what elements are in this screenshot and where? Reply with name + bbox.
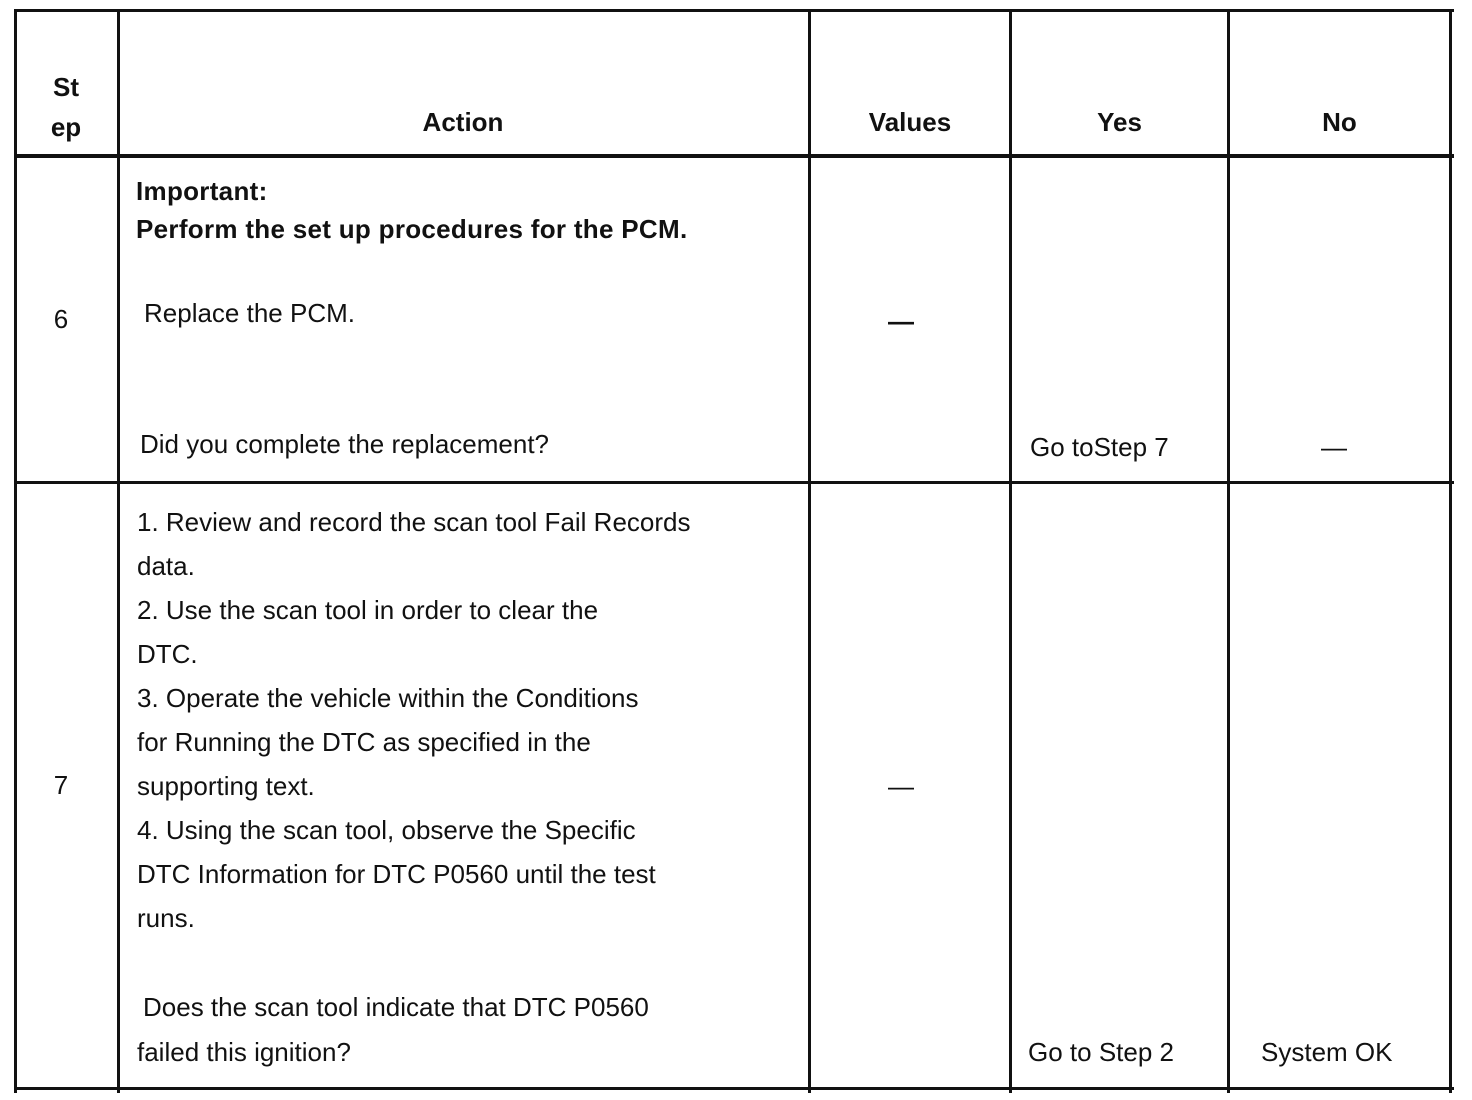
column-line bbox=[1009, 9, 1012, 1093]
table-border-top bbox=[14, 9, 1454, 12]
column-line bbox=[1449, 9, 1452, 1093]
list-item: runs. bbox=[137, 903, 195, 933]
question-text-line2: failed this ignition? bbox=[137, 1037, 351, 1067]
column-line bbox=[14, 9, 17, 1093]
list-item: DTC Information for DTC P0560 until the test bbox=[137, 859, 656, 889]
list-item: 3. Operate the vehicle within the Conditions bbox=[137, 683, 639, 713]
list-item: data. bbox=[137, 551, 195, 581]
no-cell-7: System OK bbox=[1261, 1037, 1393, 1067]
header-action: Action bbox=[422, 107, 504, 137]
header-divider bbox=[14, 154, 1454, 158]
step-number-6: 6 bbox=[53, 304, 69, 334]
list-item: supporting text. bbox=[137, 771, 315, 801]
header-step-line2: ep bbox=[50, 112, 82, 142]
list-item: 1. Review and record the scan tool Fail Records bbox=[137, 507, 691, 537]
header-step bbox=[14, 67, 118, 147]
important-text: Perform the set up procedures for the PCM. bbox=[136, 214, 688, 244]
header-yes: Yes bbox=[1097, 107, 1142, 137]
values-cell-7: — bbox=[888, 771, 914, 801]
important-label: Important: bbox=[136, 176, 268, 206]
instruction-text: Replace the PCM. bbox=[144, 298, 355, 328]
row-divider bbox=[14, 481, 1454, 484]
column-line bbox=[117, 9, 120, 1093]
list-item: DTC. bbox=[137, 639, 198, 669]
header-no: No bbox=[1322, 107, 1357, 137]
diagnostic-table bbox=[14, 9, 1454, 1093]
question-text-line1: Does the scan tool indicate that DTC P0560 bbox=[143, 992, 649, 1022]
no-cell-6: — bbox=[1321, 432, 1347, 462]
header-values: Values bbox=[868, 107, 952, 137]
column-line bbox=[1227, 9, 1230, 1093]
step-number-7: 7 bbox=[53, 770, 69, 800]
table-border-bottom bbox=[14, 1087, 1454, 1090]
yes-cell-7: Go to Step 2 bbox=[1028, 1037, 1174, 1067]
list-item: 4. Using the scan tool, observe the Specific bbox=[137, 815, 636, 845]
list-item: for Running the DTC as specified in the bbox=[137, 727, 591, 757]
list-item: 2. Use the scan tool in order to clear the bbox=[137, 595, 599, 625]
action-steps-list bbox=[137, 500, 691, 940]
column-line bbox=[808, 9, 811, 1093]
values-cell-6: — bbox=[888, 306, 914, 336]
header-step-line1: St bbox=[53, 72, 79, 102]
yes-cell-6: Go toStep 7 bbox=[1030, 432, 1169, 462]
question-text: Did you complete the replacement? bbox=[140, 429, 550, 459]
